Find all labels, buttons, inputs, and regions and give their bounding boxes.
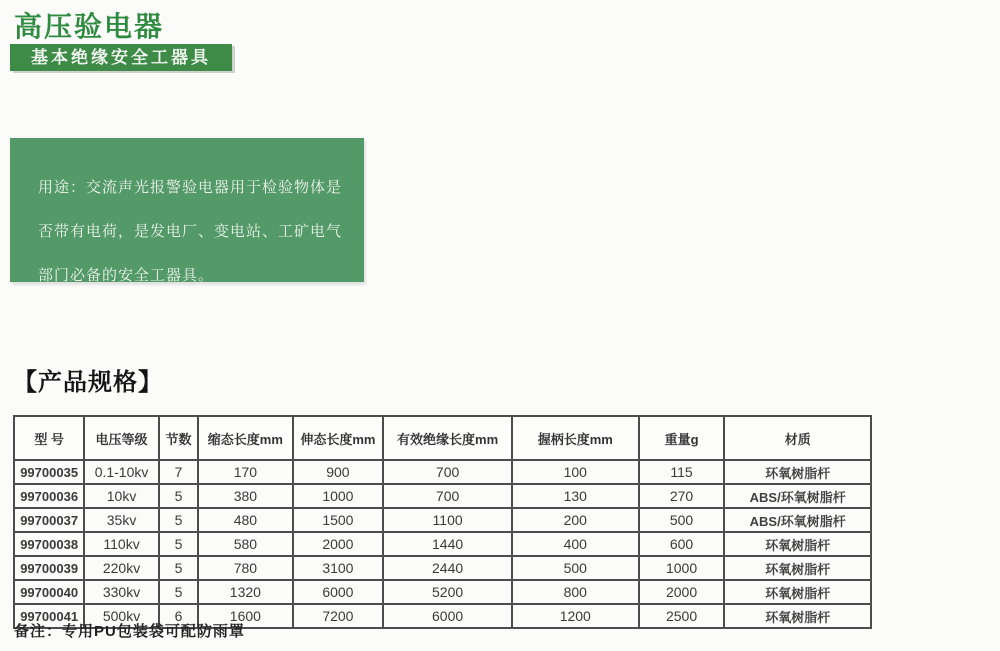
value-cell: 220kv xyxy=(84,556,159,580)
value-cell: 270 xyxy=(639,484,725,508)
value-cell: 0.1-10kv xyxy=(84,460,159,484)
value-cell: 600 xyxy=(639,532,725,556)
value-cell: 330kv xyxy=(84,580,159,604)
value-cell: 380 xyxy=(198,484,292,508)
spec-table xyxy=(13,415,872,629)
usage-description-text xyxy=(10,138,364,298)
value-cell: 580 xyxy=(198,532,292,556)
material-cell: 环氧树脂杆 xyxy=(724,532,871,556)
spec-table-row xyxy=(14,460,871,484)
spec-table-header-cell: 伸态长度mm xyxy=(293,416,384,460)
usage-line-1: 用途：交流声光报警验电器用于检验物体是 xyxy=(38,179,343,196)
spec-table-row xyxy=(14,508,871,532)
model-cell: 99700039 xyxy=(14,556,84,580)
value-cell: 5 xyxy=(159,484,198,508)
value-cell: 800 xyxy=(512,580,639,604)
material-cell: ABS/环氧树脂杆 xyxy=(724,508,871,532)
value-cell: 130 xyxy=(512,484,639,508)
value-cell: 1200 xyxy=(512,604,639,628)
value-cell: 10kv xyxy=(84,484,159,508)
spec-table-row xyxy=(14,580,871,604)
value-cell: 1440 xyxy=(383,532,512,556)
value-cell: 200 xyxy=(512,508,639,532)
value-cell: 480 xyxy=(198,508,292,532)
value-cell: 2000 xyxy=(293,532,384,556)
value-cell: 5 xyxy=(159,508,198,532)
model-cell: 99700037 xyxy=(14,508,84,532)
value-cell: 500 xyxy=(639,508,725,532)
model-cell: 99700036 xyxy=(14,484,84,508)
value-cell: 500kv xyxy=(84,604,159,628)
value-cell: 115 xyxy=(639,460,725,484)
usage-line-2: 否带有电荷，是发电厂、变电站、工矿电气 xyxy=(38,223,343,240)
spec-table-row xyxy=(14,532,871,556)
value-cell: 1600 xyxy=(198,604,292,628)
value-cell: 5 xyxy=(159,532,198,556)
value-cell: 170 xyxy=(198,460,292,484)
value-cell: 6 xyxy=(159,604,198,628)
material-cell: 环氧树脂杆 xyxy=(724,556,871,580)
value-cell: 1500 xyxy=(293,508,384,532)
value-cell: 5 xyxy=(159,580,198,604)
value-cell: 780 xyxy=(198,556,292,580)
value-cell: 35kv xyxy=(84,508,159,532)
value-cell: 1100 xyxy=(383,508,512,532)
value-cell: 5200 xyxy=(383,580,512,604)
value-cell: 2000 xyxy=(639,580,725,604)
spec-table-row xyxy=(14,484,871,508)
spec-table-row xyxy=(14,556,871,580)
value-cell: 6000 xyxy=(293,580,384,604)
spec-table-head xyxy=(14,416,871,460)
value-cell: 700 xyxy=(383,484,512,508)
value-cell: 110kv xyxy=(84,532,159,556)
value-cell: 1000 xyxy=(293,484,384,508)
value-cell: 100 xyxy=(512,460,639,484)
category-badge: 基本绝缘安全工器具 xyxy=(10,44,232,71)
spec-table-header-row xyxy=(14,416,871,460)
model-cell: 99700040 xyxy=(14,580,84,604)
page-title: 高压验电器 xyxy=(14,11,165,42)
spec-table-header-cell: 材质 xyxy=(724,416,871,460)
value-cell: 3100 xyxy=(293,556,384,580)
usage-description-box xyxy=(10,138,364,282)
spec-table-header-cell: 型 号 xyxy=(14,416,84,460)
value-cell: 1320 xyxy=(198,580,292,604)
spec-table-header-cell: 电压等级 xyxy=(84,416,159,460)
spec-table-header-cell: 节数 xyxy=(159,416,198,460)
value-cell: 500 xyxy=(512,556,639,580)
model-cell: 99700038 xyxy=(14,532,84,556)
value-cell: 2500 xyxy=(639,604,725,628)
value-cell: 700 xyxy=(383,460,512,484)
material-cell: 环氧树脂杆 xyxy=(724,604,871,628)
value-cell: 400 xyxy=(512,532,639,556)
spec-table-header-cell: 有效绝缘长度mm xyxy=(383,416,512,460)
value-cell: 7200 xyxy=(293,604,384,628)
footer-note: 备注：专用PU包装袋可配防雨罩 xyxy=(14,623,245,640)
spec-table-header-cell: 重量g xyxy=(639,416,725,460)
value-cell: 900 xyxy=(293,460,384,484)
model-cell: 99700041 xyxy=(14,604,84,628)
usage-line-3: 部门必备的安全工器具。 xyxy=(38,267,215,284)
spec-table-body xyxy=(14,460,871,628)
value-cell: 1000 xyxy=(639,556,725,580)
material-cell: 环氧树脂杆 xyxy=(724,580,871,604)
spec-section-heading: 【产品规格】 xyxy=(13,369,163,396)
spec-table-header-cell: 握柄长度mm xyxy=(512,416,639,460)
value-cell: 5 xyxy=(159,556,198,580)
model-cell: 99700035 xyxy=(14,460,84,484)
spec-table-header-cell: 缩态长度mm xyxy=(198,416,292,460)
value-cell: 6000 xyxy=(383,604,512,628)
value-cell: 2440 xyxy=(383,556,512,580)
value-cell: 7 xyxy=(159,460,198,484)
material-cell: ABS/环氧树脂杆 xyxy=(724,484,871,508)
material-cell: 环氧树脂杆 xyxy=(724,460,871,484)
